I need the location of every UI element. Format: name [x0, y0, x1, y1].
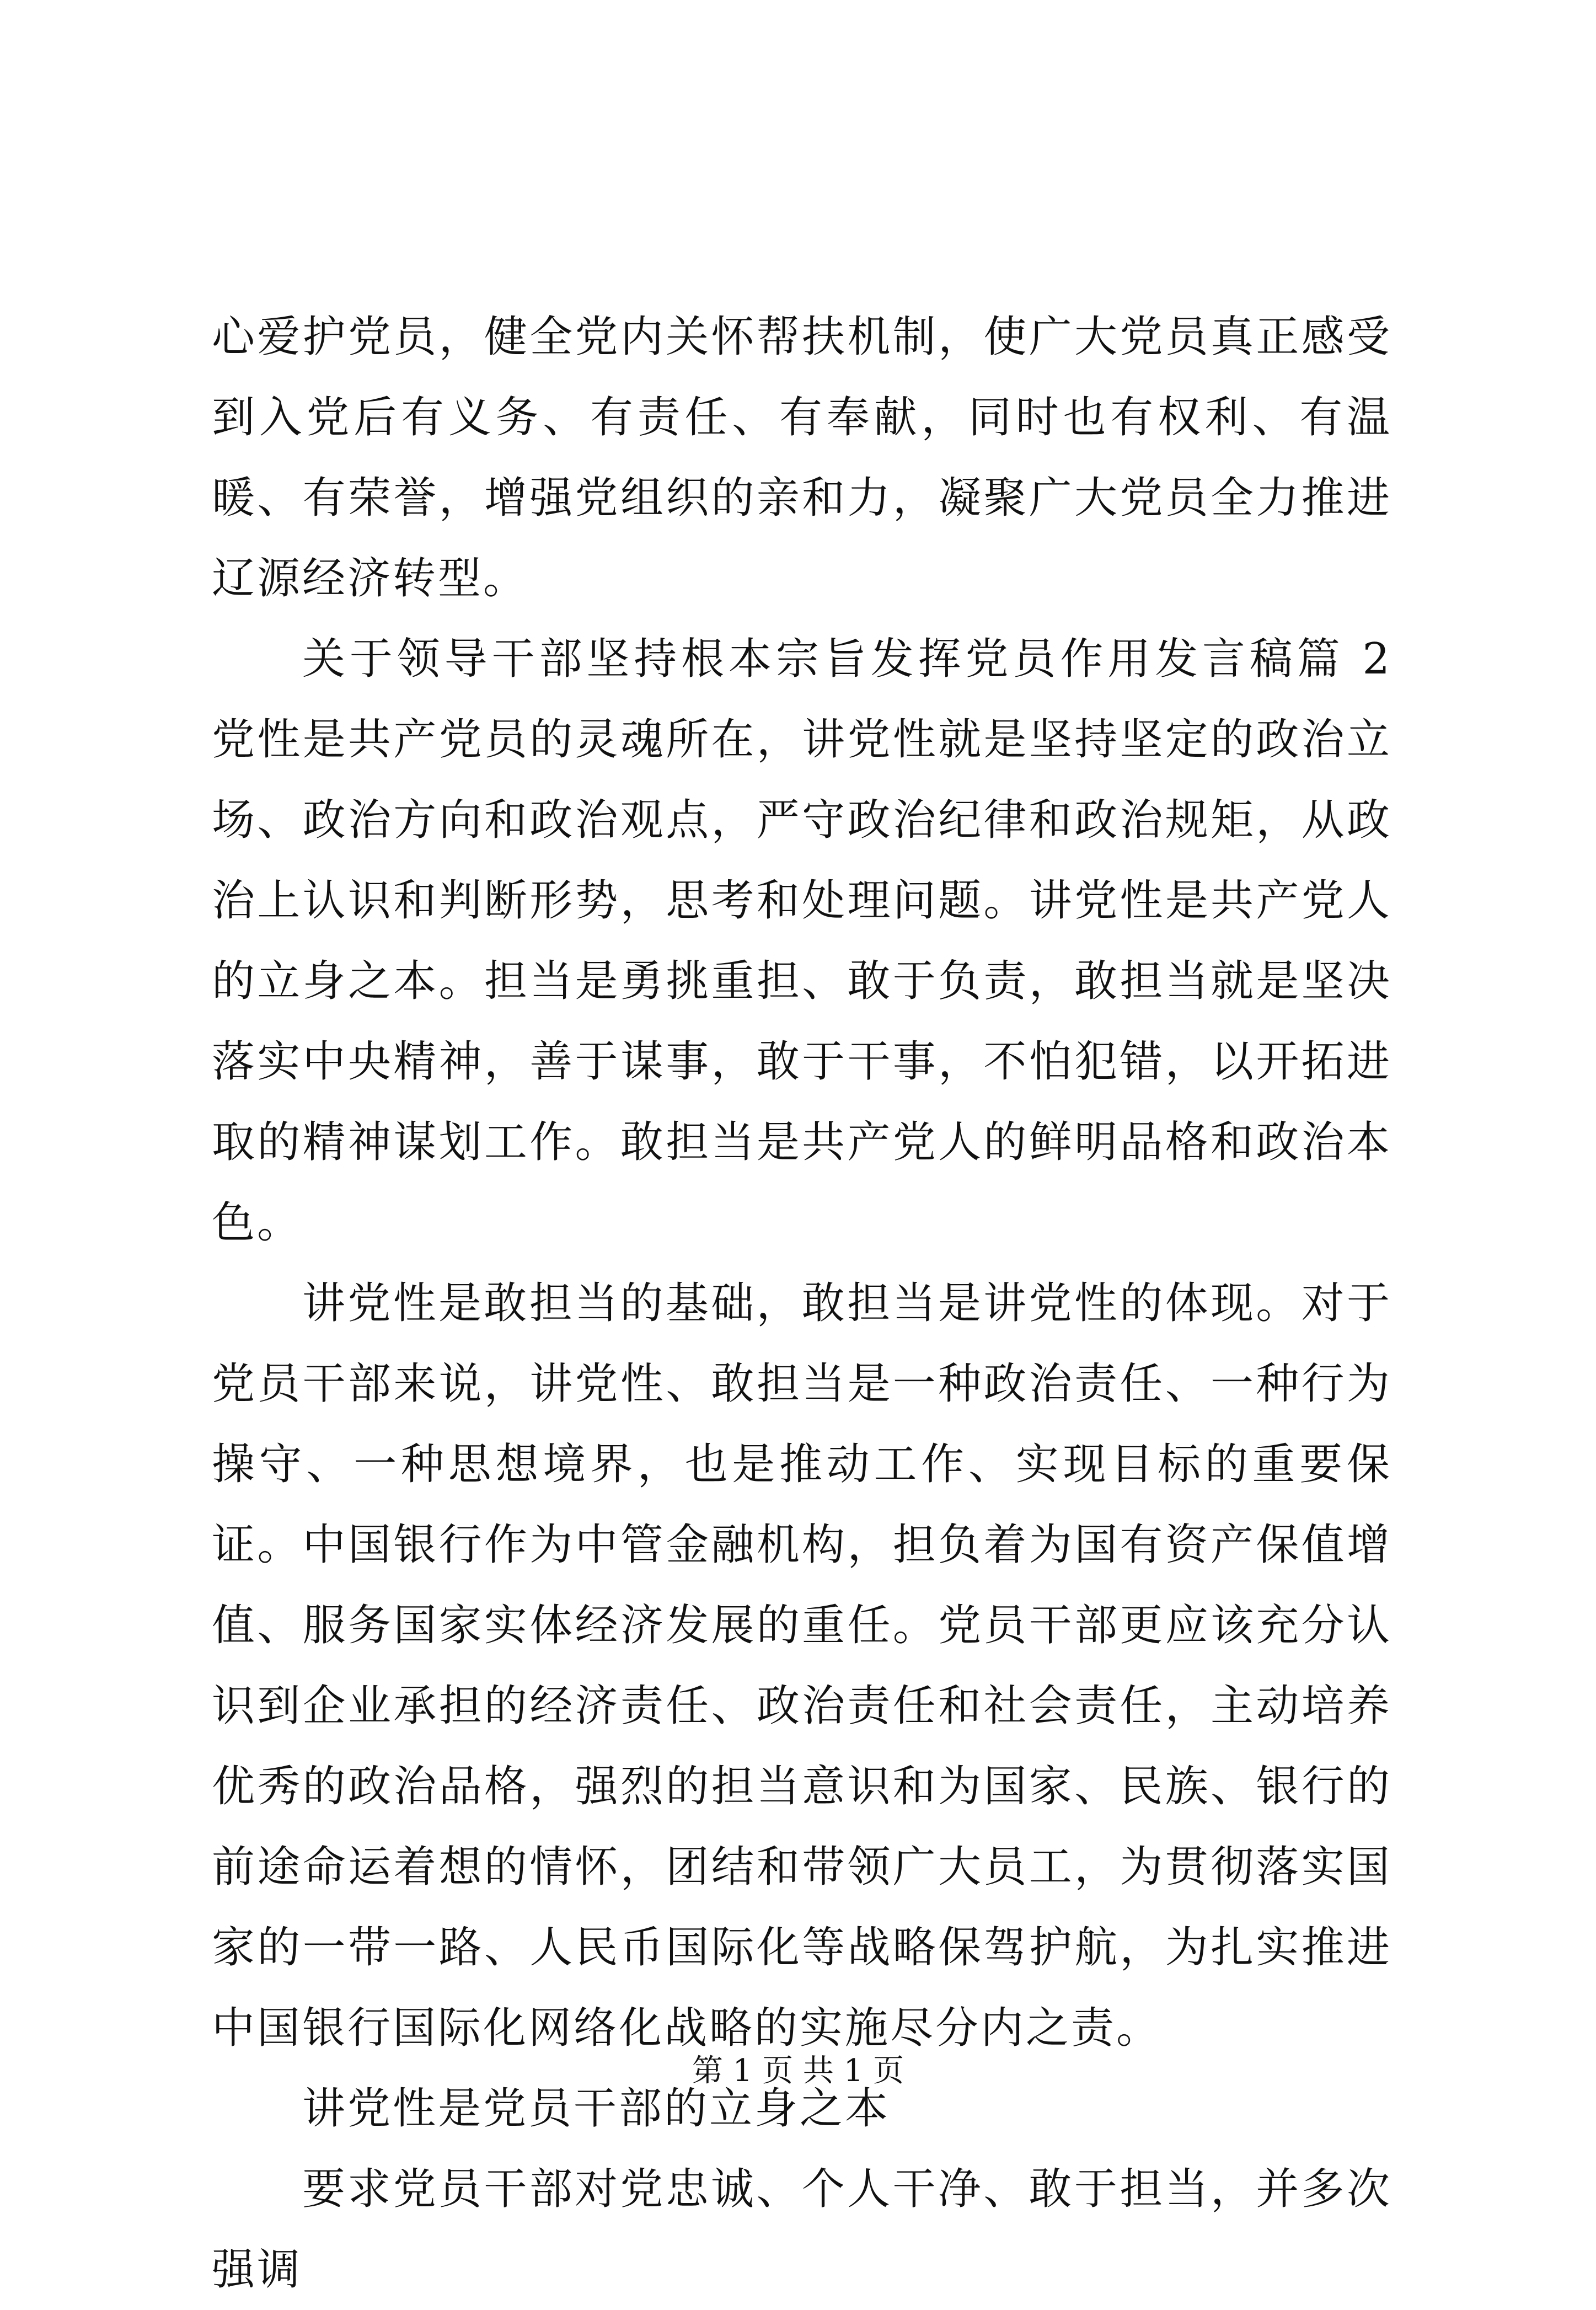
paragraph-5: 要求党员干部对党忠诚、个人干净、敢于担当，并多次强调 — [212, 2164, 1392, 2295]
paragraph-3: 讲党性是敢担当的基础，敢担当是讲党性的体现。对于党员干部来说，讲党性、敢担当是一种政治责任、一种行为操守、一种思想境界，也是推动工作、实现目标的重要保证。中国银行作为中管金融机构，担负着为国有资产保值增值、服务国家实体经济发展的重任。党员干部更应该充分认识到企业承担的经济责任、政治责任和社会责任，主动培养优秀的政治品格，强烈的担当意识和为国家、民族、银行的前途命运着想的情怀，团结和带领广大员工，为贯彻落实国家的一带一路、人民币国际化等战略保驾护航，为扎实推进中国银行国际化网络化战略的实施尽分内之责。 — [212, 1279, 1392, 2053]
document-body — [212, 297, 1392, 2310]
paragraph-4-heading: 讲党性是党员干部的立身之本 — [302, 2084, 891, 2133]
paragraph-2: 关于领导干部坚持根本宗旨发挥党员作用发言稿篇 2 党性是共产党员的灵魂所在，讲党性就是坚持坚定的政治立场、政治方向和政治观点，严守政治纪律和政治规矩，从政治上认识和判断形势，思考和处理问题。讲党性是共产党人的立身之本。担当是勇挑重担、敢于负责，敢担当就是坚决落实中央精神，善于谋事，敢于干事，不怕犯错，以开拓进取的精神谋划工作。敢担当是共产党人的鲜明品格和政治本色。 — [212, 634, 1392, 1248]
paragraph-1: 心爱护党员，健全党内关怀帮扶机制，使广大党员真正感受到入党后有义务、有责任、有奉献，同时也有权利、有温暖、有荣誉，增强党组织的亲和力，凝聚广大党员全力推进辽源经济转型。 — [212, 312, 1392, 603]
page-footer: 第 1 页 共 1 页 — [692, 2053, 904, 2089]
